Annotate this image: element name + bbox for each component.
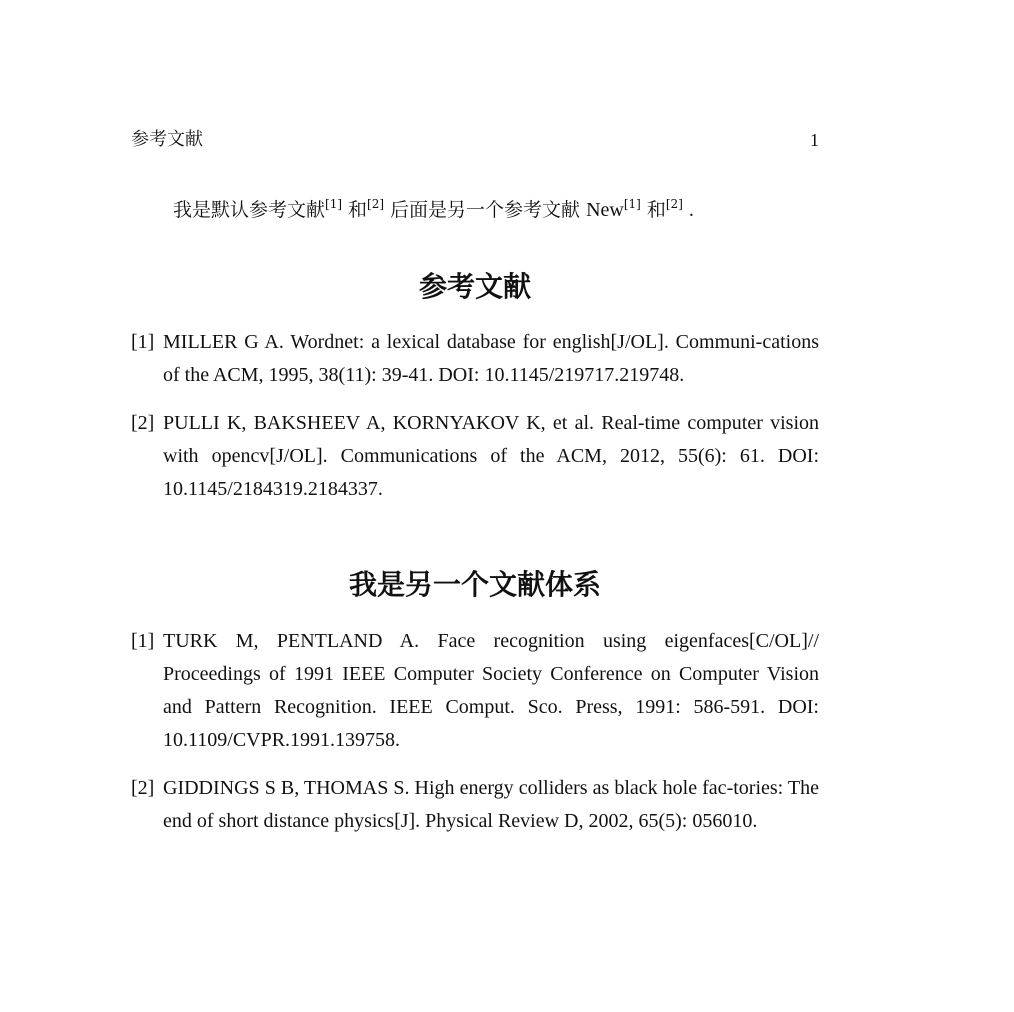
- reference-item: [131, 407, 819, 506]
- reference-item: [131, 772, 819, 838]
- reference-number: [1]: [131, 630, 155, 652]
- reference-text: GIDDINGS S B, THOMAS S. High energy colliders as black hole fac-tories: The end of short distance physics[J]. Physical Review D, 2002, 65(5): 056010.: [163, 777, 819, 832]
- intro-text-1: 我是默认参考文献: [173, 199, 326, 221]
- reference-number: [2]: [131, 777, 155, 799]
- intro-text-4: New: [586, 199, 624, 221]
- section-title-references: 参考文献: [418, 270, 531, 303]
- reference-number: [1]: [131, 331, 155, 353]
- reference-text: MILLER G A. Wordnet: a lexical database for english[J/OL]. Communi-cations of the ACM, 1995, 38(11): 39-41. DOI: 10.1145/219717.219748.: [163, 331, 819, 386]
- intro-text-6: .: [688, 199, 694, 221]
- page-number: 1: [810, 130, 819, 150]
- reference-number: [2]: [131, 412, 155, 434]
- reference-text: TURK M, PENTLAND A. Face recognition using eigenfaces[C/OL]// Proceedings of 1991 IEEE Computer Society Conference on Computer Vision and Pattern Recognition. IEEE Comput. Sco. Press, 1991: 586-591. DOI: 10.1109/CVPR.1991.139758.: [163, 630, 819, 751]
- citation-marker[interactable]: [2]: [367, 197, 385, 211]
- reference-item: [131, 625, 819, 757]
- reference-list-2: [131, 625, 819, 838]
- intro-text-3: 后面是另一个参考文献: [390, 199, 581, 221]
- citation-marker[interactable]: [1]: [623, 197, 641, 211]
- intro-paragraph: [173, 197, 823, 223]
- intro-text-2: 和: [348, 199, 368, 221]
- running-head: [131, 128, 819, 152]
- citation-marker[interactable]: [1]: [325, 197, 343, 211]
- citation-marker[interactable]: [2]: [665, 197, 683, 211]
- reference-item: [131, 326, 819, 392]
- section-title-other-references: 我是另一个文献体系: [348, 568, 601, 601]
- running-head-title: 参考文献: [131, 129, 203, 150]
- reference-list-1: [131, 326, 819, 506]
- reference-text: PULLI K, BAKSHEEV A, KORNYAKOV K, et al. Real-time computer vision with opencv[J/OL]. Communications of the ACM, 2012, 55(6): 61. DOI: 10.1145/2184319.2184337.: [163, 412, 819, 500]
- intro-text-5: 和: [646, 199, 666, 221]
